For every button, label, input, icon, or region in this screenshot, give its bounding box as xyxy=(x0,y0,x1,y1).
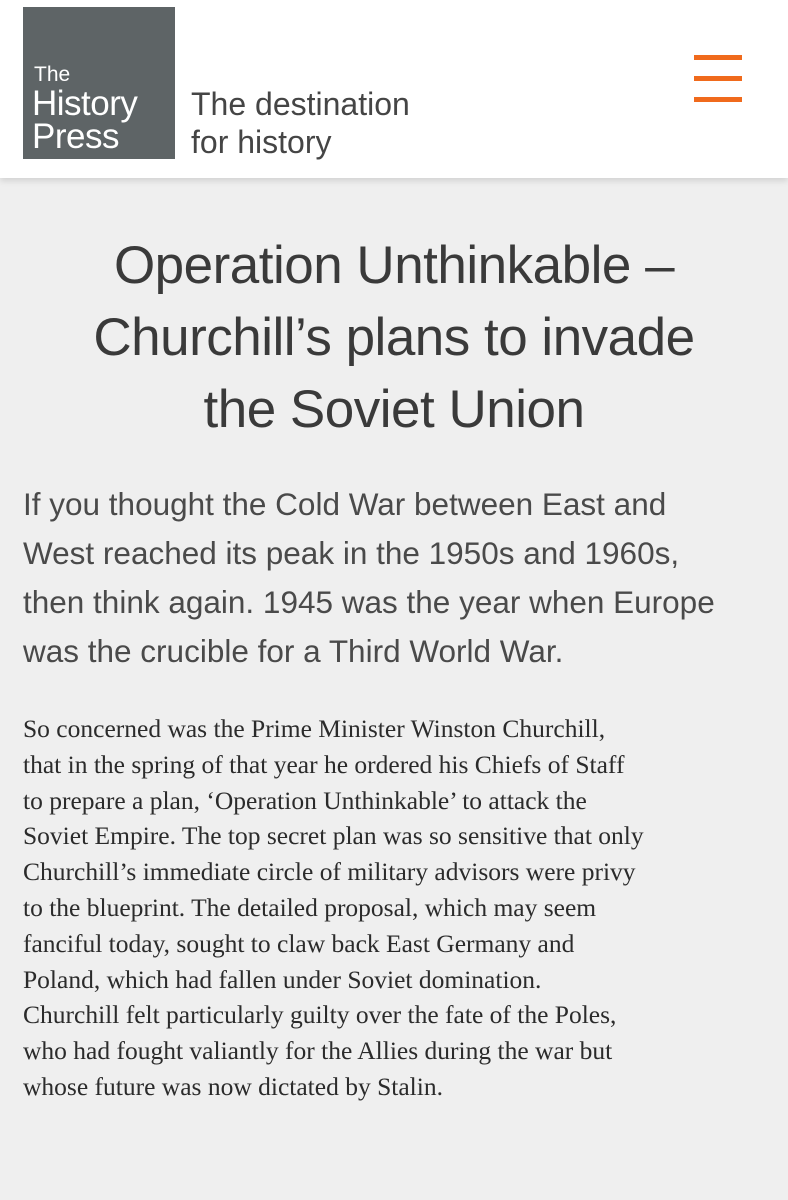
title-line: Operation Unthinkable – xyxy=(113,236,675,295)
article-title xyxy=(20,230,768,446)
title-line: Churchill’s plans to invade xyxy=(93,308,695,367)
article-body xyxy=(23,711,783,1105)
lead-line: If you thought the Cold War between East and xyxy=(23,486,667,522)
body-line: to prepare a plan, ‘Operation Unthinkable’ to attack the xyxy=(23,785,587,815)
lead-line: was the crucible for a Third World War. xyxy=(23,633,564,669)
site-header xyxy=(0,0,788,178)
body-line: So concerned was the Prime Minister Winston Churchill, xyxy=(23,714,606,743)
body-line: who had fought valiantly for the Allies during the war but xyxy=(23,1036,613,1066)
body-line: Soviet Empire. The top secret plan was so sensitive that only xyxy=(23,821,644,851)
lead-line: West reached its peak in the 1950s and 1960s, xyxy=(23,535,680,571)
logo-text-press: Press xyxy=(32,117,119,156)
body-line: to the blueprint. The detailed proposal, which may seem xyxy=(23,892,597,922)
article-lead xyxy=(23,480,783,676)
hamburger-menu-icon[interactable] xyxy=(690,52,746,106)
menu-bar xyxy=(694,76,742,81)
body-line: fanciful today, sought to claw back East Germany and xyxy=(23,928,575,958)
body-line: Churchill felt particularly guilty over the fate of the Poles, xyxy=(23,1000,617,1030)
tagline-line: The destination xyxy=(191,86,410,122)
body-line: Churchill’s immediate circle of military advisors were privy xyxy=(23,857,636,887)
lead-line: then think again. 1945 was the year when Europe xyxy=(23,584,715,620)
body-line: whose future was now dictated by Stalin. xyxy=(23,1071,443,1101)
logo-text-history: History xyxy=(32,84,138,123)
body-line: Poland, which had fallen under Soviet domination. xyxy=(23,964,542,994)
site-tagline xyxy=(191,85,410,161)
body-line: that in the spring of that year he ordered his Chiefs of Staff xyxy=(23,749,625,779)
menu-bar xyxy=(694,97,742,102)
tagline-line: for history xyxy=(191,124,332,160)
logo-text-the: The xyxy=(34,63,71,86)
menu-bar xyxy=(694,55,742,60)
history-press-logo[interactable] xyxy=(23,7,175,159)
title-line: the Soviet Union xyxy=(203,380,585,439)
